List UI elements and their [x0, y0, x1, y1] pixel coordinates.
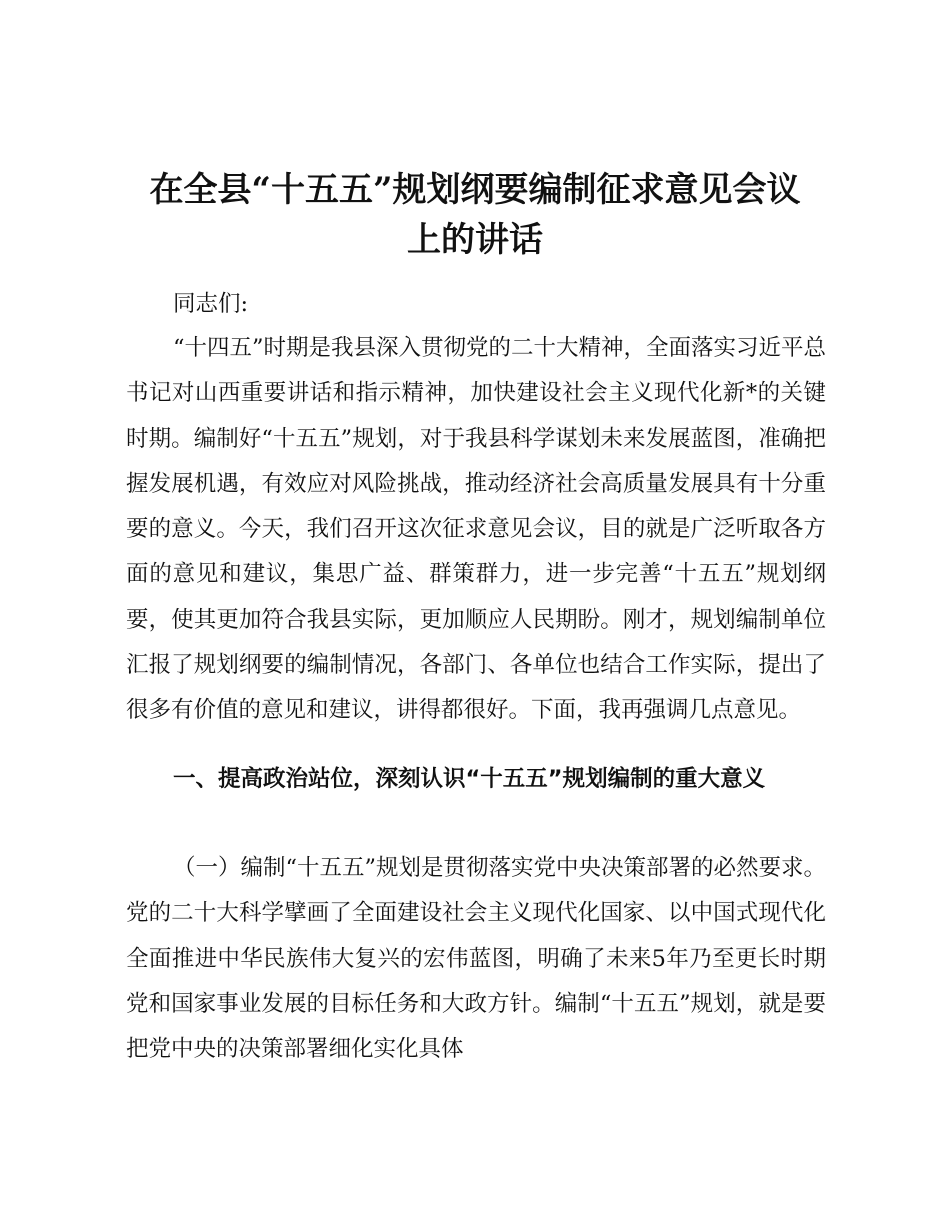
document-title-line-1: 在全县“十五五”规划纲要编制征求意见会议	[149, 170, 801, 210]
greeting: 同志们:	[173, 291, 249, 317]
section-heading-1: 一、提高政治站位，深刻认识“十五五”规划编制的重大意义	[173, 766, 766, 792]
paragraph-section-1-1: （一）编制“十五五”规划是贯彻落实党中央决策部署的必然要求。党的二十大科学擘画了全面建设社会主义现代化国家、以中国式现代化全面推进中华民族伟大复兴的宏伟蓝图，明确了未来5年乃至更长时期党和国家事业发展的目标任务和大政方针。编制“十五五”规划，就是要把党中央的决策部署细化实化具体	[126, 855, 827, 1063]
paragraph-intro: “十四五”时期是我县深入贯彻党的二十大精神，全面落实习近平总书记对山西重要讲话和指示精神，加快建设社会主义现代化新*的关键时期。编制好“十五五”规划，对于我县科学谋划未来发展蓝图，准确把握发展机遇，有效应对风险挑战，推动经济社会高质量发展具有十分重要的意义。今天，我们召开这次征求意见会议，目的就是广泛听取各方面的意见和建议，集思广益、群策群力，进一步完善“十五五”规划纲要，使其更加符合我县实际，更加顺应人民期盼。刚才，规划编制单位汇报了规划纲要的编制情况，各部门、各单位也结合工作实际，提出了很多有价值的意见和建议，讲得都很好。下面，我再强调几点意见。	[126, 335, 827, 724]
document-title-line-2: 上的讲话	[407, 220, 543, 260]
